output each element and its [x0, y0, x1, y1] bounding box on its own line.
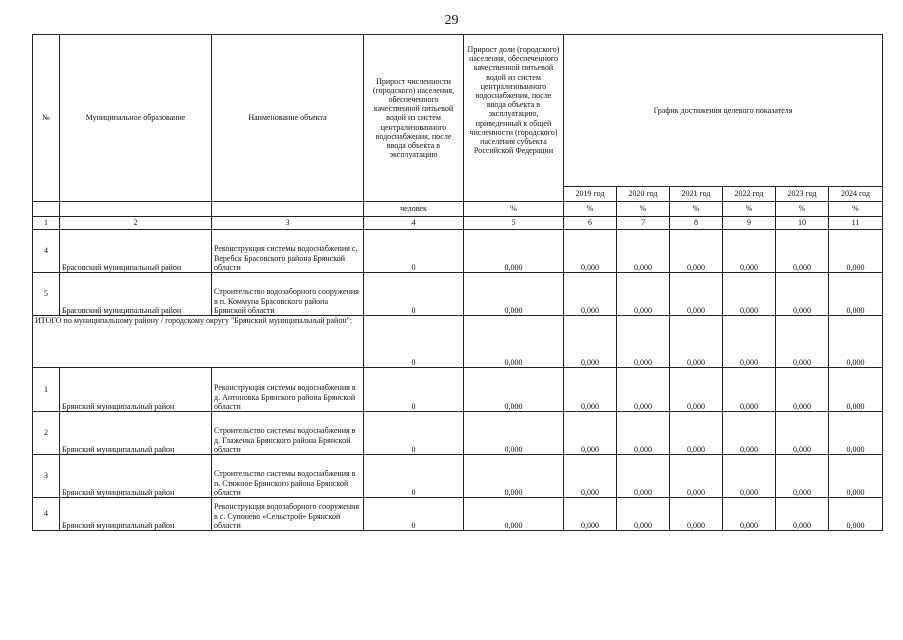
year-value-cell: 0,000	[723, 368, 776, 412]
column-number: 1	[33, 217, 60, 230]
year-value-cell: 0,000	[617, 316, 670, 368]
share-growth-cell: 0,000	[464, 455, 564, 498]
share-growth-cell: 0,000	[464, 316, 564, 368]
municipality-cell: Брянский муниципальный район	[60, 368, 212, 412]
column-number: 7	[617, 217, 670, 230]
header-year: 2021 год	[670, 187, 723, 202]
unit-percent: %	[464, 202, 564, 217]
year-value-cell: 0,000	[723, 498, 776, 531]
people-growth-cell: 0	[364, 368, 464, 412]
object-name-cell: Строительство системы водоснабжения в п. Стяжное Брянского района Брянской области	[212, 455, 364, 498]
year-value-cell: 0,000	[564, 230, 617, 273]
year-value-cell: 0,000	[776, 368, 829, 412]
unit-percent: %	[670, 202, 723, 217]
object-name-cell: Реконструкция водозаборного сооружения в с. Супонево «Сельстрой» Брянской области	[212, 498, 364, 531]
column-number: 8	[670, 217, 723, 230]
municipality-cell: Брянский муниципальный район	[60, 455, 212, 498]
people-growth-cell: 0	[364, 498, 464, 531]
year-value-cell: 0,000	[564, 455, 617, 498]
column-number: 6	[564, 217, 617, 230]
header-year: 2024 год	[829, 187, 883, 202]
total-row	[33, 316, 883, 368]
year-value-cell: 0,000	[670, 498, 723, 531]
year-value-cell: 0,000	[829, 455, 883, 498]
row-number: 1	[33, 368, 60, 412]
table-row	[33, 412, 883, 455]
year-value-cell: 0,000	[723, 273, 776, 316]
year-value-cell: 0,000	[564, 498, 617, 531]
header-year: 2019 год	[564, 187, 617, 202]
object-name-cell: Строительство водозаборного сооружения в п. Коммуна Брасовского района Брянской области	[212, 273, 364, 316]
row-number: 3	[33, 455, 60, 498]
year-value-cell: 0,000	[776, 412, 829, 455]
year-value-cell: 0,000	[617, 498, 670, 531]
year-value-cell: 0,000	[670, 368, 723, 412]
year-value-cell: 0,000	[829, 368, 883, 412]
year-value-cell: 0,000	[670, 273, 723, 316]
header-no: №	[33, 35, 60, 202]
column-number: 9	[723, 217, 776, 230]
table-row	[33, 498, 883, 531]
share-growth-cell: 0,000	[464, 412, 564, 455]
year-value-cell: 0,000	[617, 368, 670, 412]
unit-percent: %	[829, 202, 883, 217]
header-row-units	[33, 202, 883, 217]
unit-percent: %	[617, 202, 670, 217]
unit-percent: %	[723, 202, 776, 217]
municipality-cell: Брасовский муниципальный район	[60, 230, 212, 273]
object-name-cell: Реконструкция системы водоснабжения с. Веребск Брасовского района Брянской области	[212, 230, 364, 273]
year-value-cell: 0,000	[564, 316, 617, 368]
unit-percent: %	[564, 202, 617, 217]
year-value-cell: 0,000	[670, 316, 723, 368]
year-value-cell: 0,000	[723, 316, 776, 368]
people-growth-cell: 0	[364, 455, 464, 498]
header-municipality: Муниципальное образование	[60, 35, 212, 202]
object-name-cell: Строительство системы водоснабжения в д. Глаженка Брянского района Брянской области	[212, 412, 364, 455]
year-value-cell: 0,000	[670, 230, 723, 273]
people-growth-cell: 0	[364, 230, 464, 273]
people-growth-cell: 0	[364, 273, 464, 316]
header-year: 2020 год	[617, 187, 670, 202]
year-value-cell: 0,000	[617, 230, 670, 273]
header-year: 2023 год	[776, 187, 829, 202]
year-value-cell: 0,000	[670, 455, 723, 498]
target-indicator-table	[32, 34, 883, 531]
year-value-cell: 0,000	[776, 273, 829, 316]
column-number: 3	[212, 217, 364, 230]
column-number: 5	[464, 217, 564, 230]
row-number: 4	[33, 230, 60, 273]
municipality-cell: Брасовский муниципальный район	[60, 273, 212, 316]
year-value-cell: 0,000	[829, 412, 883, 455]
header-pop-growth: Прирост численности (городского) населения, обеспеченного качественной питьевой водой из систем централизованного водоснабжения, после ввода объекта в эксплуатацию	[364, 35, 464, 202]
year-value-cell: 0,000	[564, 412, 617, 455]
year-value-cell: 0,000	[617, 273, 670, 316]
unit-people: человек	[364, 202, 464, 217]
year-value-cell: 0,000	[617, 455, 670, 498]
year-value-cell: 0,000	[776, 230, 829, 273]
year-value-cell: 0,000	[776, 316, 829, 368]
total-label: ИТОГО по муниципальному району / городскому округу "Брянский муниципальный район":	[33, 316, 364, 368]
share-growth-cell: 0,000	[464, 273, 564, 316]
header-object: Наименование объекта	[212, 35, 364, 202]
unit-percent: %	[776, 202, 829, 217]
object-name-cell: Реконструкция системы водоснабжения в д. Антоновка Брянского района Брянской области	[212, 368, 364, 412]
table-row	[33, 368, 883, 412]
year-value-cell: 0,000	[670, 412, 723, 455]
page-number: 29	[444, 13, 459, 28]
share-growth-cell: 0,000	[464, 498, 564, 531]
year-value-cell: 0,000	[776, 455, 829, 498]
header-row-main	[33, 35, 883, 187]
column-numbers-row	[33, 217, 883, 230]
year-value-cell: 0,000	[617, 412, 670, 455]
column-number: 4	[364, 217, 464, 230]
row-number: 4	[33, 498, 60, 531]
year-value-cell: 0,000	[829, 230, 883, 273]
people-growth-cell: 0	[364, 412, 464, 455]
table-row	[33, 273, 883, 316]
year-value-cell: 0,000	[829, 316, 883, 368]
row-number: 2	[33, 412, 60, 455]
column-number: 2	[60, 217, 212, 230]
column-number: 11	[829, 217, 883, 230]
year-value-cell: 0,000	[723, 230, 776, 273]
share-growth-cell: 0,000	[464, 230, 564, 273]
column-number: 10	[776, 217, 829, 230]
year-value-cell: 0,000	[829, 498, 883, 531]
header-share-growth: Прирост доли (городского) населения, обеспеченного качественной питьевой водой из систем централизованного водоснабжения, после ввода объекта в эксплуатацию, приведенный к общей численности (городского) населения субъекта Российской Федерации	[464, 35, 564, 202]
header-year: 2022 год	[723, 187, 776, 202]
municipality-cell: Брянский муниципальный район	[60, 498, 212, 531]
municipality-cell: Брянский муниципальный район	[60, 412, 212, 455]
table-row	[33, 230, 883, 273]
row-number: 5	[33, 273, 60, 316]
year-value-cell: 0,000	[564, 273, 617, 316]
year-value-cell: 0,000	[723, 455, 776, 498]
year-value-cell: 0,000	[723, 412, 776, 455]
people-growth-cell: 0	[364, 316, 464, 368]
table-row	[33, 455, 883, 498]
year-value-cell: 0,000	[829, 273, 883, 316]
share-growth-cell: 0,000	[464, 368, 564, 412]
year-value-cell: 0,000	[776, 498, 829, 531]
header-schedule: График достижения целевого показателя	[564, 35, 883, 187]
year-value-cell: 0,000	[564, 368, 617, 412]
